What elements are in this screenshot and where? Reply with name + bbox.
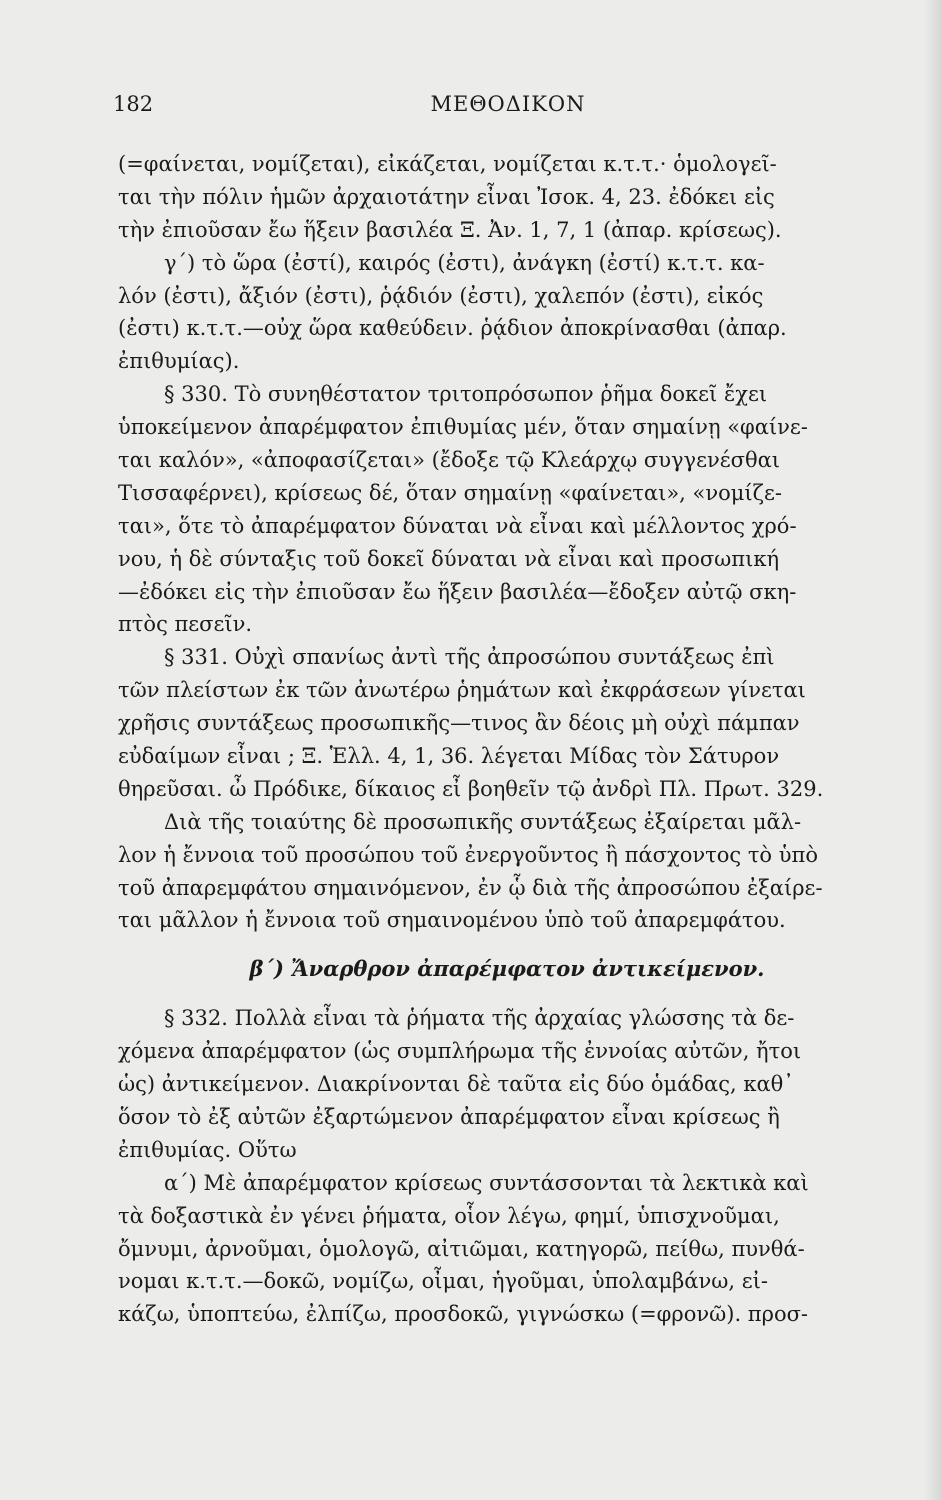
text-line: εὐδαίμων εἶναι ; Ξ. Ἑλλ. 4, 1, 36. λέγεται Μίδας τὸν Σάτυρον — [118, 744, 780, 769]
text-line: Διὰ τῆς τοιαύτης δὲ προσωπικῆς συντάξεως ἐξαίρεται μᾶλ- — [164, 809, 802, 834]
text-line: ται τὴν πόλιν ἡμῶν ἀρχαιοτάτην εἶναι Ἰσοκ. 4, 23. ἐδόκει εἰς — [118, 184, 775, 209]
text-line: ὅσον τὸ ἐξ αὐτῶν ἐξαρτώμενον ἀπαρέμφατον εἶναι κρίσεως ἢ — [118, 1104, 780, 1129]
text-line: νομαι κ.τ.τ.—δοκῶ, νομίζω, οἶμαι, ἡγοῦμαι, ὑπολαμβάνω, εἰ- — [118, 1269, 768, 1294]
section-330-line: § 330. Τὸ συνηθέστατον τριτοπρόσωπον ῥῆμα δοκεῖ ἔχει — [164, 382, 768, 407]
text-line: ται», ὅτε τὸ ἀπαρέμφατον δύναται νὰ εἶναι καὶ μέλλοντος χρό- — [118, 513, 797, 538]
page-header — [113, 92, 903, 122]
text-line: τοῦ ἀπαρεμφάτου σημαινόμενον, ἐν ᾧ διὰ τῆς ἀπροσώπου ἐξαίρε- — [118, 875, 823, 900]
text-line: (ἐστι) κ.τ.τ.—οὐχ ὥρα καθεύδειν. ῥᾴδιον ἀποκρίνασθαι (ἀπαρ. — [118, 316, 787, 341]
text-line: πτὸς πεσεῖν. — [118, 612, 253, 637]
text-line: ὄμνυμι, ἀρνοῦμαι, ὁμολογῶ, αἰτιῶμαι, κατηγορῶ, πείθω, πυνθά- — [118, 1236, 805, 1261]
text-line: —ἐδόκει εἰς τὴν ἐπιοῦσαν ἔω ἥξειν βασιλέα—ἔδοξεν αὐτῷ σκη- — [118, 579, 797, 604]
text-line: χόμενα ἀπαρέμφατον (ὡς συμπλήρωμα τῆς ἐννοίας αὐτῶν, ἤτοι — [118, 1039, 802, 1064]
text-line: νου, ἡ δὲ σύνταξις τοῦ δοκεῖ δύναται νὰ εἶναι καὶ προσωπική — [118, 546, 780, 571]
text-line: τὴν ἐπιοῦσαν ἔω ἥξειν βασιλέα Ξ. Ἀν. 1, 7, 1 (ἀπαρ. κρίσεως). — [118, 217, 782, 242]
text-line: τῶν πλείστων ἐκ τῶν ἀνωτέρω ῥημάτων καὶ ἐκφράσεων γίνεται — [118, 678, 806, 703]
text-line: ται καλόν», «ἀποφασίζεται» (ἔδοξε τῷ Κλεάρχῳ συγγενέσθαι — [118, 448, 781, 473]
text-line: λον ἡ ἔννοια τοῦ προσώπου τοῦ ἐνεργοῦντος ἢ πάσχοντος τὸ ὑπὸ — [118, 842, 818, 867]
text-line: τὰ δοξαστικὰ ἐν γένει ῥήματα, οἷον λέγω, φημί, ὑπισχνοῦμαι, — [118, 1203, 780, 1228]
section-332-line: § 332. Πολλὰ εἶναι τὰ ῥήματα τῆς ἀρχαίας γλώσσης τὰ δε- — [164, 1006, 795, 1031]
text-line: ὡς) ἀντικείμενον. Διακρίνονται δὲ ταῦτα εἰς δύο ὁμάδας, καθ᾽ — [118, 1072, 794, 1097]
page-edge-shadow — [924, 0, 942, 1500]
spacer — [118, 986, 896, 1002]
text-line: λόν (ἐστι), ἄξιόν (ἐστι), ῥᾴδιόν (ἐστι), χαλεπόν (ἐστι), εἰκός — [118, 283, 764, 308]
text-line: θηρεῦσαι. ὦ Πρόδικε, δίκαιος εἶ βοηθεῖν τῷ ἀνδρὶ Πλ. Πρωτ. 329. — [118, 776, 824, 801]
text-line: ται μᾶλλον ἡ ἔννοια τοῦ σημαινομένου ὑπὸ τοῦ ἀπαρεμφάτου. — [118, 908, 786, 933]
text-line: κάζω, ὑποπτεύω, ἐλπίζω, προσδοκῶ, γιγνώσκω (=φρονῶ). προσ- — [118, 1302, 809, 1327]
text-line: ἐπιθυμίας. Οὕτω — [118, 1137, 297, 1162]
page-number: 182 — [113, 92, 154, 116]
text-line: ὑποκείμενον ἀπαρέμφατον ἐπιθυμίας μέν, ὅταν σημαίνῃ «φαίνε- — [118, 415, 808, 440]
spacer — [118, 937, 896, 953]
body-text — [118, 148, 896, 1331]
running-title: ΜΕΘΟΔΙΚΟΝ — [430, 92, 586, 116]
text-line: γ΄) τὸ ὥρα (ἐστί), καιρός (ἐστι), ἀνάγκη (ἐστί) κ.τ.τ. κα- — [164, 250, 765, 275]
subsection-heading: β΄) Ἄναρθρον ἀπαρέμφατον ἀντικείμενον. — [249, 956, 765, 982]
text-line: χρῆσις συντάξεως προσωπικῆς—τινος ἂν δέοις μὴ οὐχὶ πάμπαν — [118, 711, 800, 736]
text-line: ἐπιθυμίας). — [118, 349, 240, 374]
text-line: Τισσαφέρνει), κρίσεως δέ, ὅταν σημαίνῃ «φαίνεται», «νομίζε- — [118, 480, 783, 505]
text-line: (=φαίνεται, νομίζεται), εἰκάζεται, νομίζεται κ.τ.τ.· ὁμολογεῖ- — [118, 152, 777, 176]
text-line: α΄) Μὲ ἀπαρέμφατον κρίσεως συντάσσονται τὰ λεκτικὰ καὶ — [164, 1170, 809, 1195]
section-331-line: § 331. Οὐχὶ σπανίως ἀντὶ τῆς ἀπροσώπου συντάξεως ἐπὶ — [164, 645, 775, 670]
